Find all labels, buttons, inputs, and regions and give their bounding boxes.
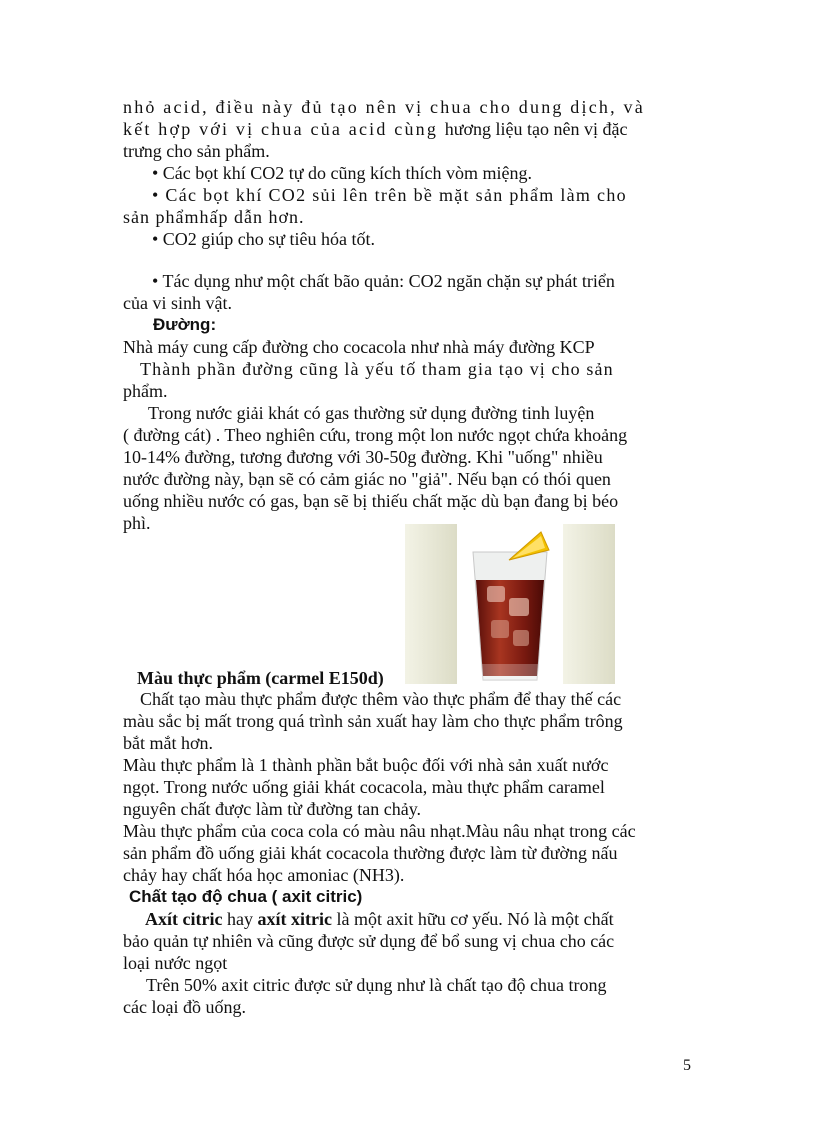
text-run: hương liệu tạo nên vị đặc bbox=[444, 119, 628, 139]
line: sản phẩmhấp dẫn hơn. bbox=[123, 207, 305, 227]
line bbox=[123, 118, 628, 140]
acidity-heading: Chất tạo độ chua ( axit citric) bbox=[129, 887, 363, 906]
line: các loại đồ uống. bbox=[123, 997, 246, 1017]
cola-glass-image bbox=[405, 524, 615, 684]
line: nhỏ acid, điều này đủ tạo nên vị chua cho dung dịch, và bbox=[123, 97, 645, 117]
line: ( đường cát) . Theo nghiên cứu, trong một lon nước ngọt chứa khoảng bbox=[123, 425, 628, 445]
bullet-co2-free: • Các bọt khí CO2 tự do cũng kích thích vòm miệng. bbox=[152, 163, 533, 183]
line: chảy hay chất hóa học amoniac (NH3). bbox=[123, 865, 405, 885]
line bbox=[145, 908, 614, 930]
line: uống nhiều nước có gas, bạn sẽ bị thiếu chất mặc dù bạn đang bị béo bbox=[123, 491, 619, 511]
text-run: là một axit hữu cơ yếu. Nó là một chất bbox=[331, 909, 614, 929]
text-run: hay bbox=[222, 909, 258, 929]
line: Màu thực phẩm là 1 thành phần bắt buộc đối với nhà sản xuất nước bbox=[123, 755, 609, 775]
term-bold: axít xitric bbox=[257, 909, 332, 929]
line: Thành phần đường cũng là yếu tố tham gia tạo vị cho sản bbox=[140, 359, 614, 379]
line: màu sắc bị mất trong quá trình sản xuất hay làm cho thực phẩm trông bbox=[123, 711, 623, 731]
bullet-co2-digestion: • CO2 giúp cho sự tiêu hóa tốt. bbox=[152, 229, 376, 249]
sugar-heading: Đường: bbox=[153, 315, 217, 334]
line: loại nước ngọt bbox=[123, 953, 228, 973]
page-number: 5 bbox=[683, 1057, 691, 1074]
line: của vi sinh vật. bbox=[123, 293, 232, 313]
line: phì. bbox=[123, 513, 151, 533]
line: nước đường này, bạn sẽ có cảm giác no "giả". Nếu bạn có thói quen bbox=[123, 469, 611, 489]
line: Trên 50% axit citric được sử dụng như là chất tạo độ chua trong bbox=[146, 975, 607, 995]
bullet-co2-preserve: • Tác dụng như một chất bão quản: CO2 ngăn chặn sự phát triển bbox=[152, 271, 615, 291]
line: Màu thực phẩm của coca cola có màu nâu nhạt.Màu nâu nhạt trong các bbox=[123, 821, 636, 841]
line: 10-14% đường, tương đương với 30-50g đường. Khi "uống" nhiều bbox=[123, 447, 603, 467]
line: bảo quản tự nhiên và cũng được sử dụng để bổ sung vị chua cho các bbox=[123, 931, 615, 951]
bullet-co2-surface: • Các bọt khí CO2 sủi lên trên bề mặt sản phẩm làm cho bbox=[152, 185, 627, 205]
food-color-heading: Màu thực phẩm (carmel E150d) bbox=[137, 668, 384, 688]
line: phẩm. bbox=[123, 381, 168, 401]
text-run: kết hợp với vị chua của acid cùng bbox=[123, 119, 445, 139]
line: trưng cho sản phẩm. bbox=[123, 141, 270, 161]
line: Nhà máy cung cấp đường cho cocacola như nhà máy đường KCP bbox=[123, 337, 595, 357]
line: ngọt. Trong nước uống giải khát cocacola, màu thực phẩm caramel bbox=[123, 777, 605, 797]
term-bold: Axít citric bbox=[145, 909, 223, 929]
line: bắt mắt hơn. bbox=[123, 733, 213, 753]
line: nguyên chất được làm từ đường tan chảy. bbox=[123, 799, 422, 819]
line: Chất tạo màu thực phẩm được thêm vào thực phẩm để thay thế các bbox=[140, 689, 622, 709]
line: Trong nước giải khát có gas thường sử dụng đường tinh luyện bbox=[148, 403, 595, 423]
line: sản phẩm đồ uống giải khát cocacola thường được làm từ đường nấu bbox=[123, 843, 618, 863]
